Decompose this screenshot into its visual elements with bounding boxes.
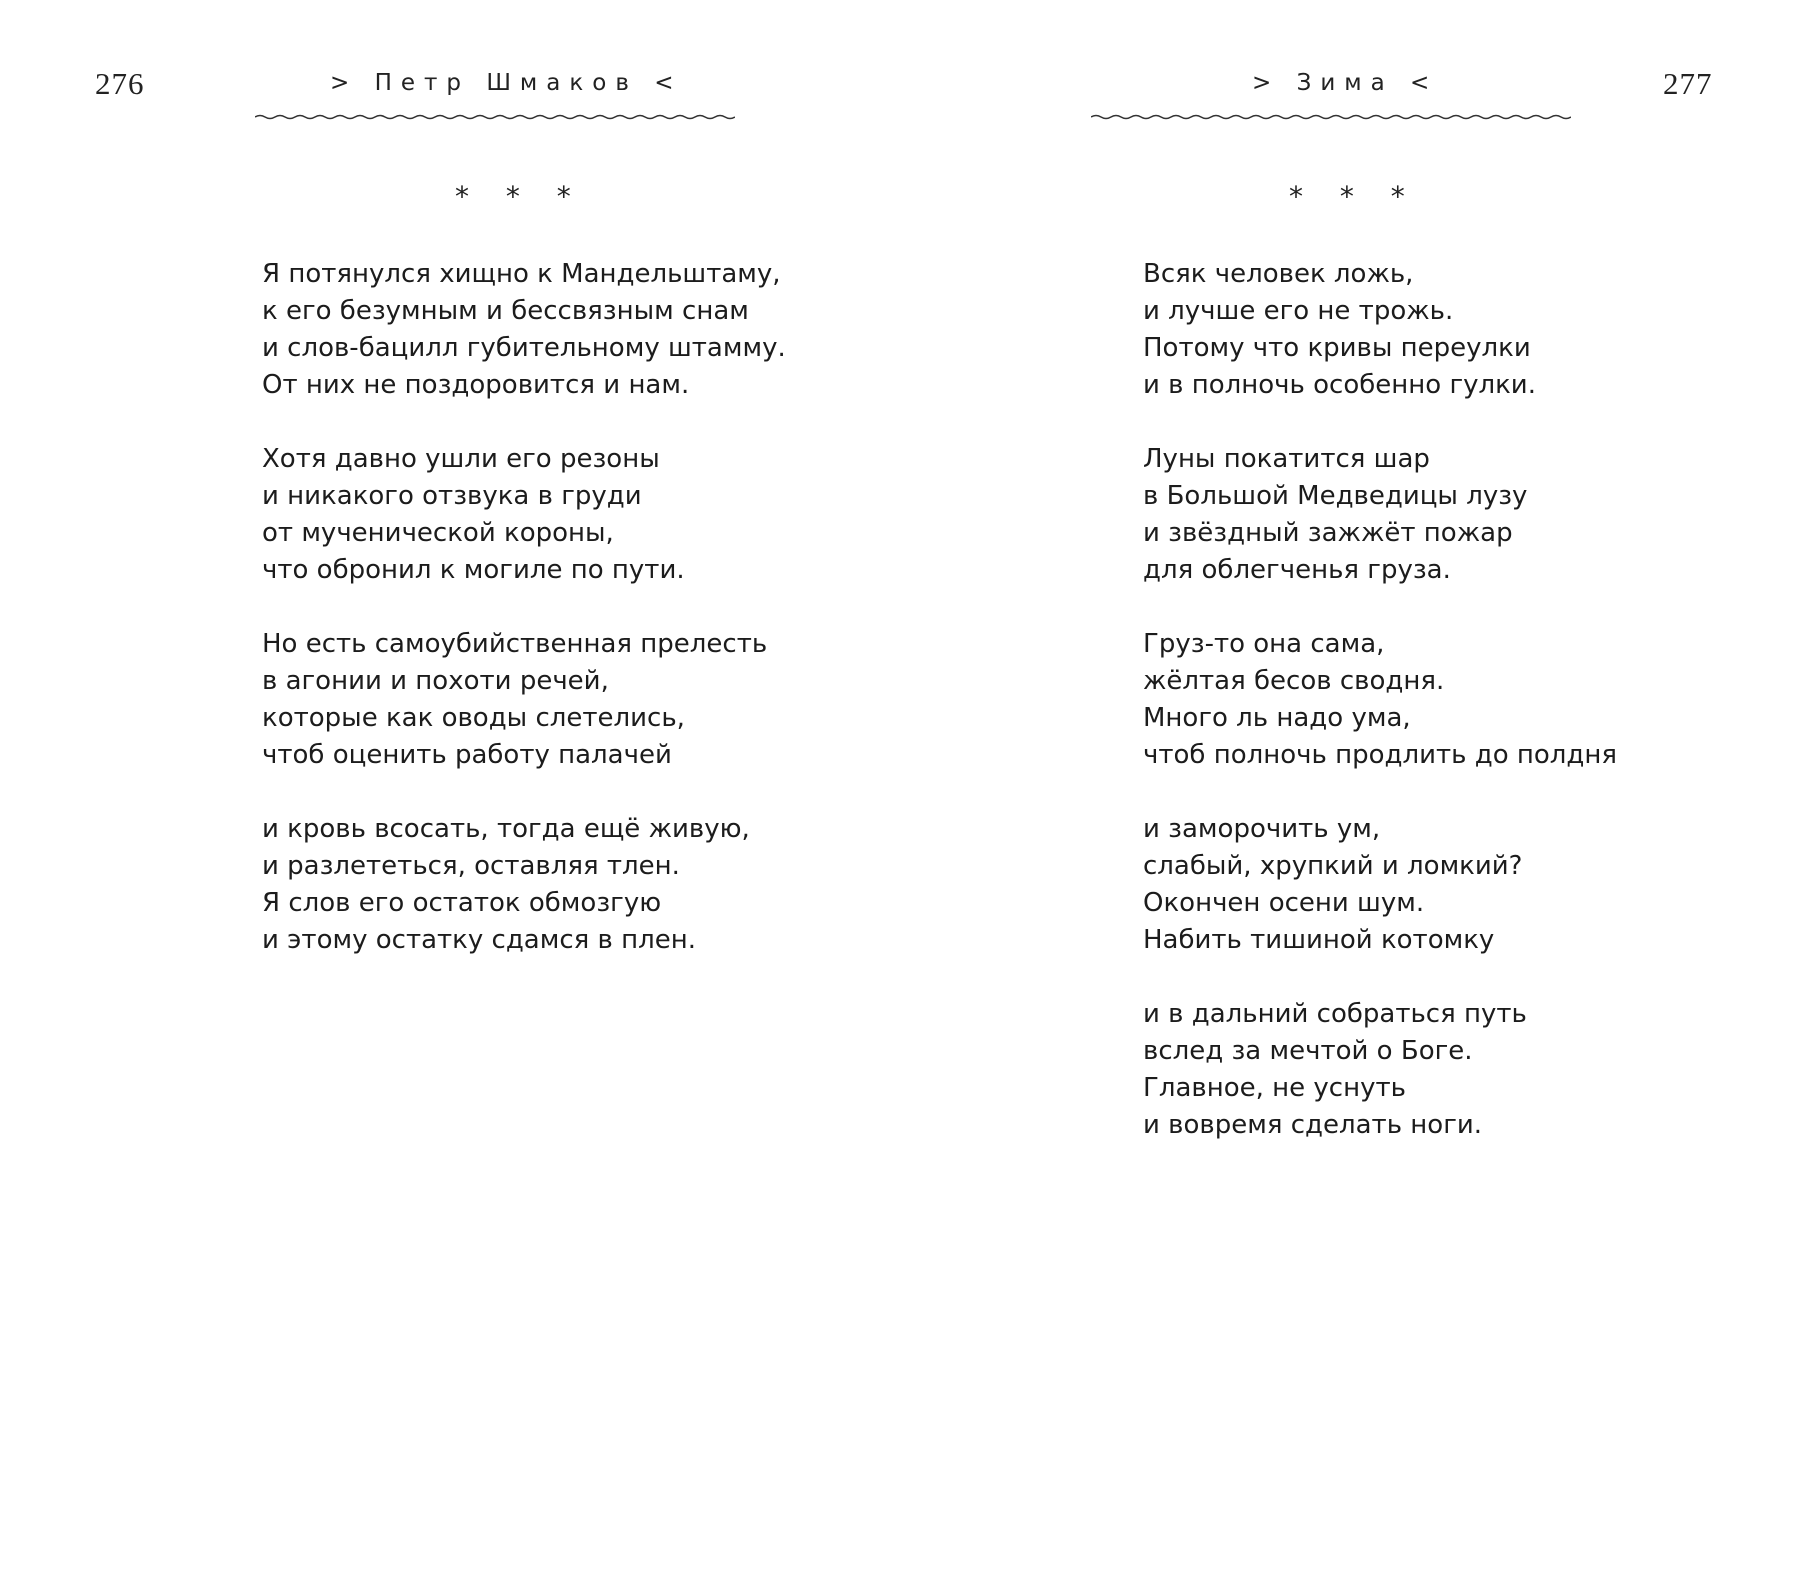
verse-line: от мученической короны,: [262, 518, 614, 548]
wavy-rule-graphic: [1091, 108, 1571, 126]
verse-line: Но есть самоубийственная прелесть: [262, 629, 768, 659]
page-number: 277: [1663, 66, 1713, 101]
stanza: [1143, 441, 1617, 589]
verse-line: для облегченья груза.: [1143, 555, 1451, 585]
stanza: [1143, 811, 1617, 959]
verse-line: Груз-то она сама,: [1143, 629, 1385, 659]
verse-line: и в дальний собраться путь: [1143, 999, 1527, 1029]
verse-line: Я потянулся хищно к Мандельштаму,: [262, 259, 781, 289]
running-head-author: > Петр Шмаков <: [330, 70, 683, 96]
verse-line: Всяк человек ложь,: [1143, 259, 1414, 289]
asterism: * * *: [1289, 180, 1419, 213]
verse-line: жёлтая бесов сводня.: [1143, 666, 1445, 696]
verse-line: чтоб оценить работу палачей: [262, 740, 672, 770]
verse-line: которые как оводы слетелись,: [262, 703, 685, 733]
verse-line: Потому что кривы переулки: [1143, 333, 1531, 363]
decorative-wavy-rule: [1091, 108, 1571, 126]
stanza: [262, 811, 786, 959]
verse-line: Много ль надо ума,: [1143, 703, 1411, 733]
verse-line: и разлететься, оставляя тлен.: [262, 851, 680, 881]
verse-line: Главное, не уснуть: [1143, 1073, 1406, 1103]
verse-line: и этому остатку сдамся в плен.: [262, 925, 697, 955]
poem-body: [1143, 256, 1617, 1181]
verse-line: и кровь всосать, тогда ещё живую,: [262, 814, 750, 844]
verse-line: и в полночь особенно гулки.: [1143, 370, 1536, 400]
stanza: [262, 441, 786, 589]
asterism: * * *: [455, 180, 585, 213]
verse-line: Окончен осени шум.: [1143, 888, 1425, 918]
stanza: [262, 256, 786, 404]
page-number: 276: [95, 66, 145, 101]
stanza: [262, 626, 786, 774]
verse-line: Луны покатится шар: [1143, 444, 1430, 474]
verse-line: и слов-бацилл губительному штамму.: [262, 333, 786, 363]
verse-line: и звёздный зажжёт пожар: [1143, 518, 1513, 548]
verse-line: чтоб полночь продлить до полдня: [1143, 740, 1618, 770]
right-page: [903, 0, 1806, 1572]
verse-line: и лучше его не трожь.: [1143, 296, 1454, 326]
poem-body: [262, 256, 786, 996]
verse-line: Хотя давно ушли его резоны: [262, 444, 660, 474]
verse-line: и вовремя сделать ноги.: [1143, 1110, 1483, 1140]
verse-line: От них не поздоровится и нам.: [262, 370, 690, 400]
verse-line: Я слов его остаток обмозгую: [262, 888, 662, 918]
running-head-section: > Зима <: [1252, 70, 1439, 96]
verse-line: вслед за мечтой о Боге.: [1143, 1036, 1473, 1066]
decorative-wavy-rule: [255, 108, 735, 126]
verse-line: и заморочить ум,: [1143, 814, 1381, 844]
wavy-rule-graphic: [255, 108, 735, 126]
verse-line: и никакого отзвука в груди: [262, 481, 642, 511]
stanza: [1143, 996, 1617, 1144]
verse-line: что обронил к могиле по пути.: [262, 555, 685, 585]
verse-line: в Большой Медведицы лузу: [1143, 481, 1528, 511]
stanza: [1143, 626, 1617, 774]
verse-line: к его безумным и бессвязным снам: [262, 296, 749, 326]
verse-line: Набить тишиной котомку: [1143, 925, 1495, 955]
stanza: [1143, 256, 1617, 404]
verse-line: в агонии и похоти речей,: [262, 666, 609, 696]
verse-line: слабый, хрупкий и ломкий?: [1143, 851, 1523, 881]
